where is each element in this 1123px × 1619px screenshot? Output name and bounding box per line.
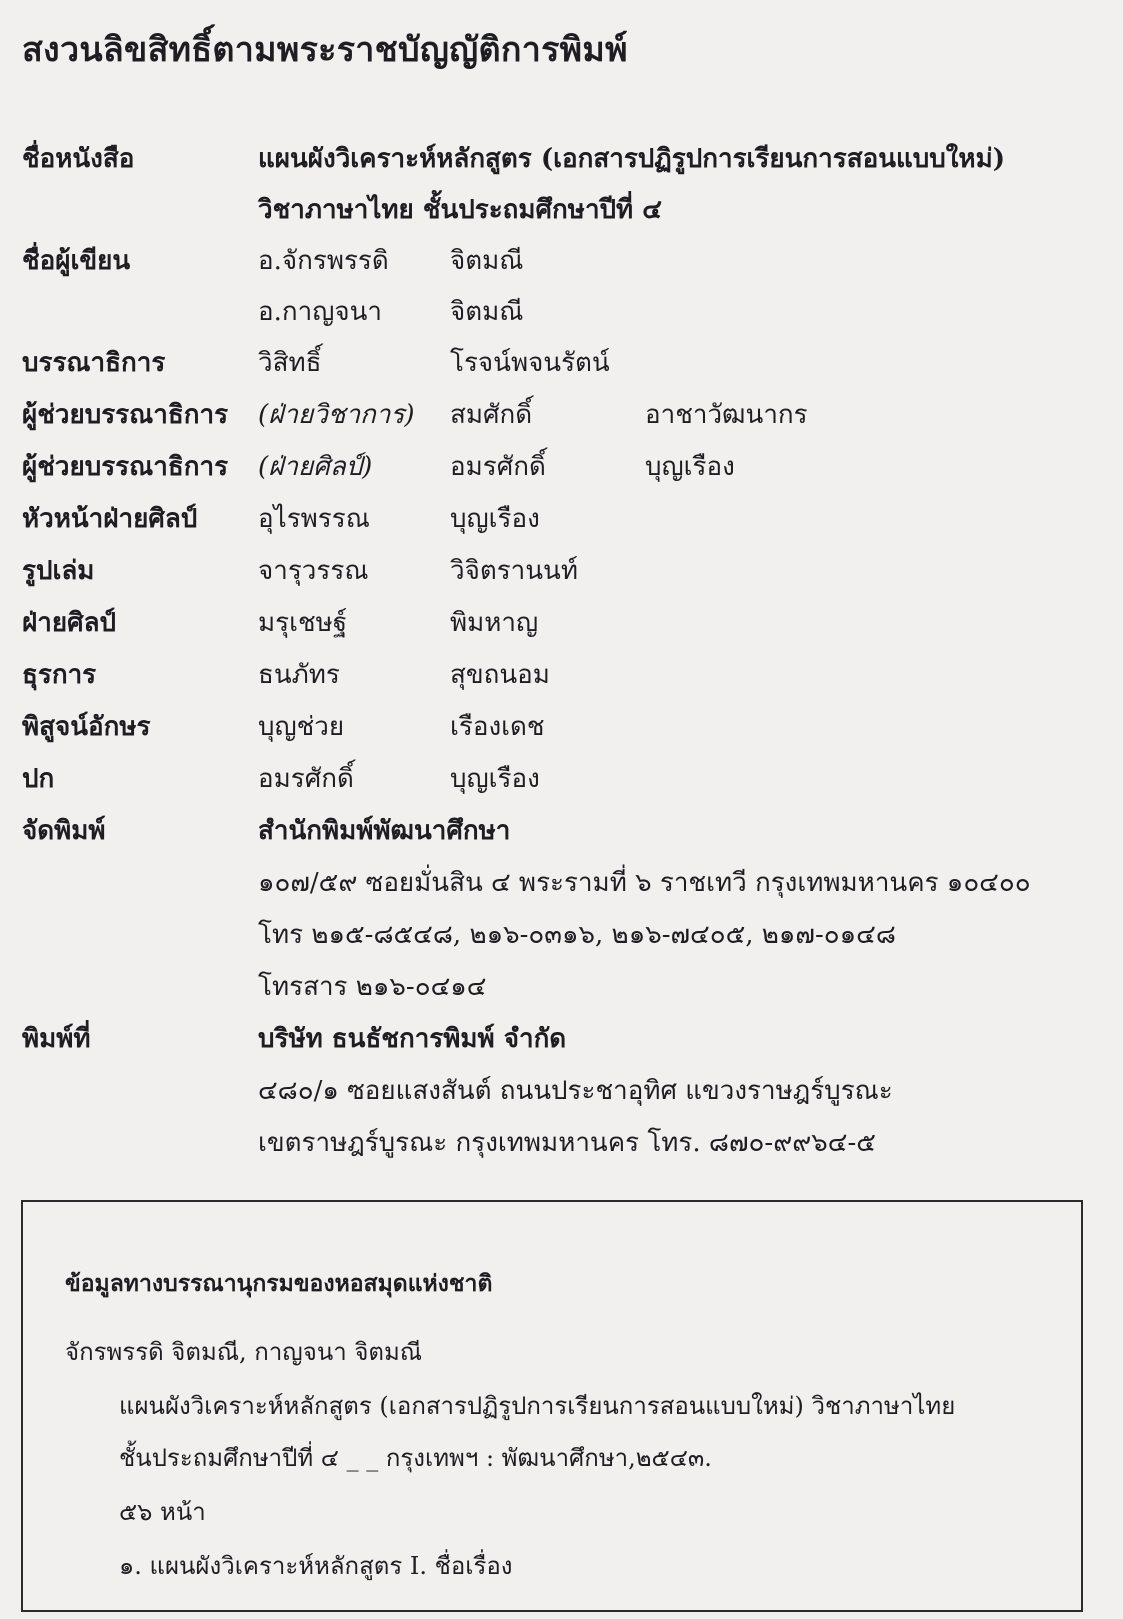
layout-last: วิจิตรานนท์ [450,556,578,586]
editor-last: โรจน์พจนรัตน์ [450,348,610,378]
art-head-first: อุไรพรรณ [258,504,370,534]
asst-editor-academic-dept: (ฝ่ายวิชาการ) [258,400,415,430]
book-title-line2: วิชาภาษาไทย ชั้นประถมศึกษาปีที่ ๔ [258,195,662,225]
cover-first: อมรศักดิ์ [258,764,354,794]
book-title-row-2 [0,189,1123,233]
layout-label: รูปเล่ม [22,556,95,586]
book-title-row [0,138,1123,182]
proofreader-label: พิสูจน์อักษร [22,712,151,742]
author-2-first: อ.กาญจนา [258,297,382,327]
printer-row [0,1018,1123,1062]
author-label: ชื่อผู้เขียน [22,246,131,276]
printer-address-row [0,1070,1123,1114]
editor-row [0,342,1123,386]
catalog-title: ข้อมูลทางบรรณานุกรมของหอสมุดแห่งชาติ [65,1270,493,1297]
publisher-label: จัดพิมพ์ [22,816,106,846]
asst-editor-academic-first: สมศักดิ์ [450,400,533,430]
asst-editor-art-last: บุญเรือง [645,452,735,482]
editor-label: บรรณาธิการ [22,348,166,378]
publisher-phone: โทร ๒๑๕-๘๕๔๘, ๒๑๖-๐๓๑๖, ๒๑๖-๗๔๐๕, ๒๑๗-๐๑๔๘ [258,920,896,950]
asst-editor-academic-label: ผู้ช่วยบรรณาธิการ [22,400,229,430]
publisher-fax: โทรสาร ๒๑๖-๐๔๑๔ [258,972,487,1002]
author-row-2 [0,291,1123,335]
cover-row [0,758,1123,802]
catalog-pages: ๕๖ หน้า [119,1498,206,1526]
publisher-fax-row [0,966,1123,1010]
proofreader-first: บุญช่วย [258,712,345,742]
art-row [0,602,1123,646]
printer-address-1: ๔๘๐/๑ ซอยแสงสันต์ ถนนประชาอุทิศ แขวงราษฎร์บูรณะ [258,1076,893,1106]
cover-last: บุญเรือง [450,764,540,794]
asst-editor-art-first: อมรศักดิ์ [450,452,546,482]
author-1-first: อ.จักรพรรดิ [258,246,389,276]
proofreader-row [0,706,1123,750]
asst-editor-art-label: ผู้ช่วยบรรณาธิการ [22,452,229,482]
business-row [0,654,1123,698]
business-last: สุขถนอม [450,660,550,690]
asst-editor-art-dept: (ฝ่ายศิลป์) [258,452,373,482]
printer-name: บริษัท ธนธัชการพิมพ์ จำกัด [258,1024,567,1054]
asst-editor-academic-last: อาชาวัฒนากร [645,400,808,430]
editor-first: วิสิทธิ์ [258,348,322,378]
art-last: พิมหาญ [450,608,539,638]
art-first: มรุเชษฐ์ [258,608,348,638]
business-first: ธนภัทร [258,660,340,690]
book-title-label: ชื่อหนังสือ [22,144,135,174]
copyright-heading: สงวนลิขสิทธิ์ตามพระราชบัญญัติการพิมพ์ [22,30,628,70]
catalog-entry-line1: แผนผังวิเคราะห์หลักสูตร (เอกสารปฏิรูปการเรียนการสอนแบบใหม่) วิชาภาษาไทย [119,1392,956,1420]
publisher-name: สำนักพิมพ์พัฒนาศึกษา [258,816,511,846]
art-head-label: หัวหน้าฝ่ายศิลป์ [22,504,198,534]
proofreader-last: เรืองเดช [450,712,545,742]
cataloging-data-box [21,1200,1083,1612]
publisher-address: ๑๐๗/๕๙ ซอยมั่นสิน ๔ พระรามที่ ๖ ราชเทวี กรุงเทพมหานคร ๑๐๔๐๐ [258,868,1031,898]
business-label: ธุรการ [22,660,97,690]
layout-row [0,550,1123,594]
art-label: ฝ่ายศิลป์ [22,608,117,638]
author-row [0,240,1123,284]
printer-label: พิมพ์ที่ [22,1024,91,1054]
cover-label: ปก [22,764,55,794]
art-head-last: บุญเรือง [450,504,540,534]
art-head-row [0,498,1123,542]
catalog-authors: จักรพรรดิ จิตมณี, กาญจนา จิตมณี [65,1338,423,1366]
publisher-row [0,810,1123,854]
book-title-line1: แผนผังวิเคราะห์หลักสูตร (เอกสารปฏิรูปการเรียนการสอนแบบใหม่) [258,144,1006,174]
catalog-subject: ๑. แผนผังวิเคราะห์หลักสูตร I. ชื่อเรื่อง [119,1552,513,1580]
catalog-entry-line2: ชั้นประถมศึกษาปีที่ ๔ _ _ กรุงเทพฯ : พัฒนาศึกษา,๒๕๔๓. [119,1444,712,1472]
publisher-phone-row [0,914,1123,958]
layout-first: จารุวรรณ [258,556,369,586]
printer-address-2: เขตราษฎร์บูรณะ กรุงเทพมหานคร โทร. ๘๗๐-๙๙๖๔-๕ [258,1128,876,1158]
asst-editor-academic-row [0,394,1123,438]
printer-address-row-2 [0,1122,1123,1166]
author-1-last: จิตมณี [450,246,524,276]
asst-editor-art-row [0,446,1123,490]
publisher-address-row [0,862,1123,906]
author-2-last: จิตมณี [450,297,524,327]
